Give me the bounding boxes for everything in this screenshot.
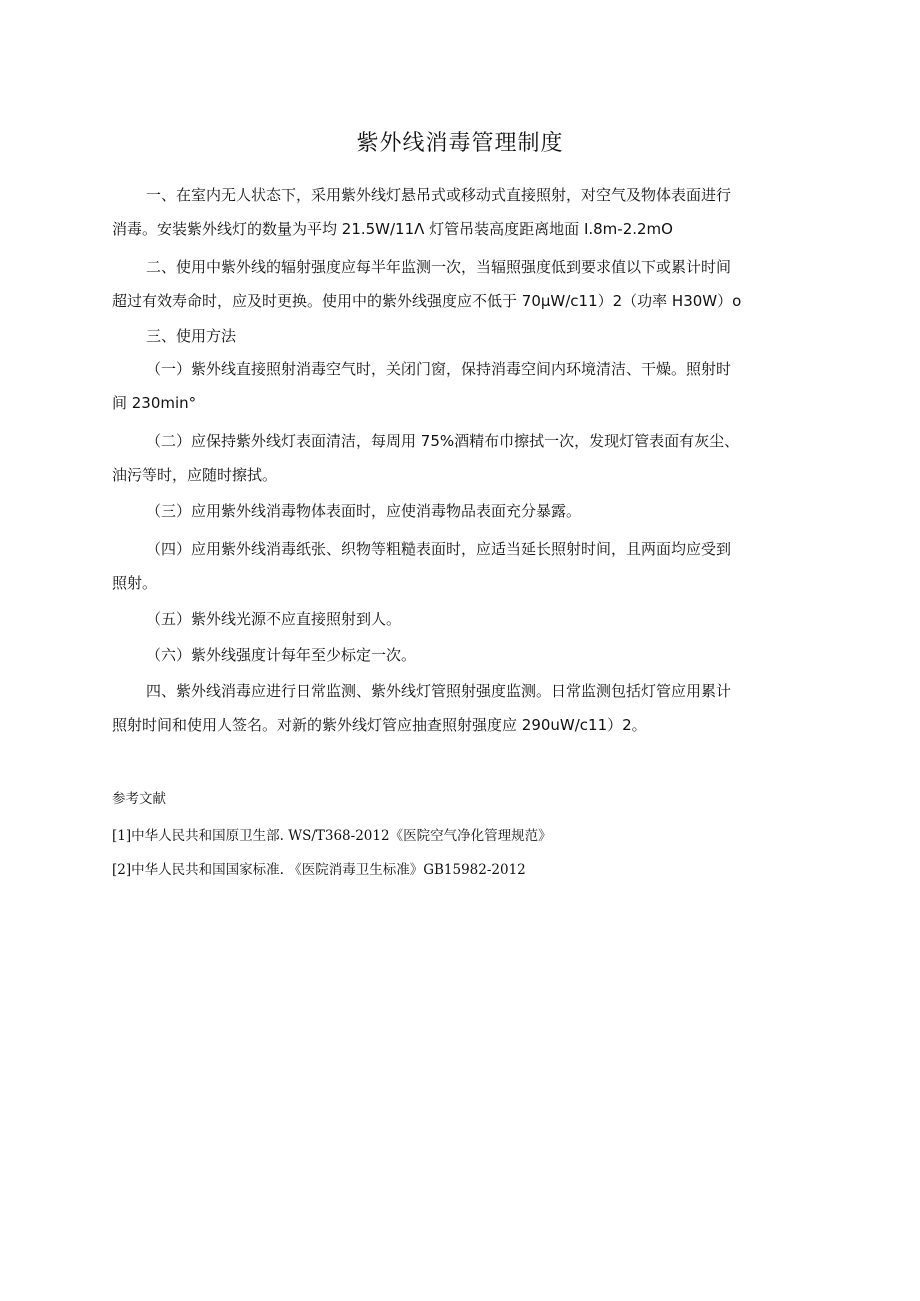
paragraph-line: 四、紫外线消毒应进行日常监测、紫外线灯管照射强度监测。日常监测包括灯管应用累计 — [146, 682, 732, 700]
paragraph-line: （三）应用紫外线消毒物体表面时，应使消毒物品表面充分暴露。 — [146, 502, 582, 520]
paragraph-line: （五）紫外线光源不应直接照射到人。 — [146, 610, 402, 628]
paragraph-line: 二、使用中紫外线的辐射强度应每半年监测一次，当辐照强度低到要求值以下或累计时间 — [146, 258, 732, 276]
paragraph-line: （一）紫外线直接照射消毒空气时，关闭门窗，保持消毒空间内环境清洁、干燥。照射时 — [146, 360, 732, 378]
paragraph-daily-monitoring — [112, 674, 812, 742]
paragraph-line: 三、使用方法 — [146, 327, 237, 345]
paragraph-usage-heading — [112, 319, 812, 353]
reference-item: [2]中华人民共和国国家标准. 《医院消毒卫生标准》GB15982-2012 — [112, 862, 526, 878]
paragraph-line: 油污等时，应随时擦拭。 — [112, 466, 278, 484]
reference-item: [1]中华人民共和国原卫生部. WS/T368-2012《医院空气净化管理规范》 — [112, 828, 552, 844]
paragraph-method-1 — [112, 352, 812, 420]
paragraph-line: 一、在室内无人状态下，采用紫外线灯悬吊式或移动式直接照射，对空气及物体表面进行 — [146, 186, 732, 204]
paragraph-method-6 — [112, 638, 812, 672]
paragraph-method-4 — [112, 532, 812, 600]
paragraph-line: （六）紫外线强度计每年至少标定一次。 — [146, 646, 417, 664]
paragraph-method-5 — [112, 602, 812, 636]
paragraph-line: 超过有效寿命时，应及时更换。使用中的紫外线强度应不低于 70μW/c11）2（功率 H30W）o — [112, 292, 742, 310]
paragraph-line: 间 230min° — [112, 394, 197, 412]
paragraph-method-3 — [112, 494, 812, 528]
paragraph-intensity-monitoring — [112, 250, 812, 318]
paragraph-installation — [112, 178, 812, 246]
paragraph-line: 照射。 — [112, 574, 158, 592]
paragraph-line: （二）应保持紫外线灯表面清洁，每周用 75%酒精布巾擦拭一次，发现灯管表面有灰尘、 — [146, 432, 740, 450]
document-title: 紫外线消毒管理制度 — [356, 131, 564, 156]
paragraph-line: 照射时间和使用人签名。对新的紫外线灯管应抽查照射强度应 290uW/c11）2。 — [112, 716, 647, 734]
references-heading: 参考文献 — [112, 791, 166, 807]
paragraph-line: （四）应用紫外线消毒纸张、织物等粗糙表面时，应适当延长照射时间，且两面均应受到 — [146, 540, 732, 558]
paragraph-method-2 — [112, 424, 812, 492]
paragraph-line: 消毒。安装紫外线灯的数量为平均 21.5W/11Λ 灯管吊装高度距离地面 I.8m-2.2mO — [112, 220, 673, 238]
